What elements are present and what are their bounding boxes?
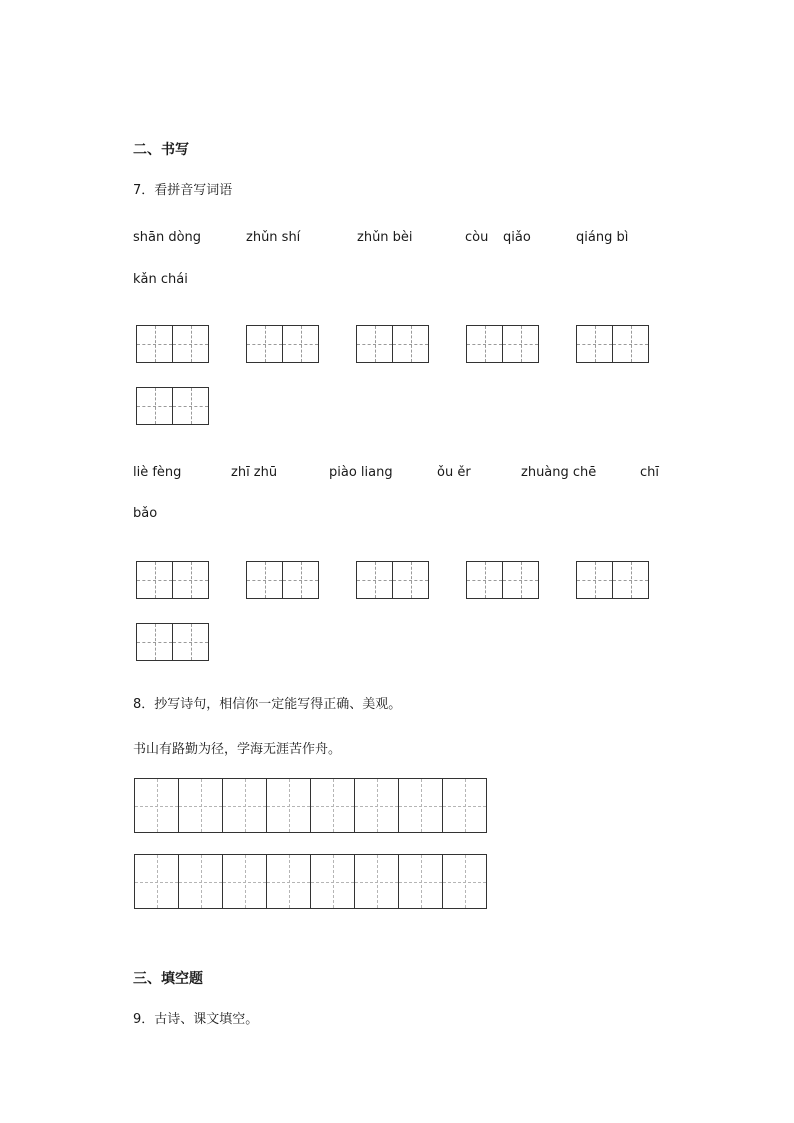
section-heading-fill-in: 三、填空题 [133, 971, 203, 987]
pinyin-label: bǎo [133, 506, 158, 521]
pinyin-label: còu [465, 230, 489, 245]
writing-grid[interactable] [136, 561, 209, 599]
pinyin-label: qiáng bì [576, 230, 629, 245]
pinyin-label: zhuàng chē [521, 465, 597, 480]
section-heading-writing: 二、书写 [133, 142, 189, 158]
writing-grid[interactable] [136, 623, 209, 661]
writing-grid[interactable] [576, 561, 649, 599]
writing-grid[interactable] [136, 387, 209, 425]
pinyin-label: zhǔn shí [246, 230, 301, 245]
pinyin-label: qiǎo [503, 230, 531, 245]
writing-grid[interactable] [136, 325, 209, 363]
writing-grid[interactable] [466, 561, 539, 599]
writing-grid[interactable] [466, 325, 539, 363]
copy-grid-row[interactable] [134, 854, 487, 909]
writing-grid[interactable] [356, 325, 429, 363]
question-8-title: 8．抄写诗句，相信你一定能写得正确、美观。 [133, 697, 402, 712]
poem-line: 书山有路勤为径，学海无涯苦作舟。 [133, 742, 342, 757]
pinyin-label: liè fèng [133, 465, 182, 480]
writing-grid[interactable] [246, 325, 319, 363]
pinyin-label: shān dòng [133, 230, 202, 245]
pinyin-label: chī [640, 465, 659, 480]
copy-grid-row[interactable] [134, 778, 487, 833]
question-7-title: 7．看拼音写词语 [133, 183, 233, 198]
pinyin-label: zhī zhū [231, 465, 278, 480]
pinyin-label: piào liang [329, 465, 393, 480]
question-9-title: 9．古诗、课文填空。 [133, 1012, 259, 1027]
pinyin-label: ǒu ěr [437, 465, 471, 480]
writing-grid[interactable] [576, 325, 649, 363]
pinyin-label: zhǔn bèi [357, 230, 413, 245]
pinyin-label: kǎn chái [133, 272, 188, 287]
writing-grid[interactable] [246, 561, 319, 599]
writing-grid[interactable] [356, 561, 429, 599]
